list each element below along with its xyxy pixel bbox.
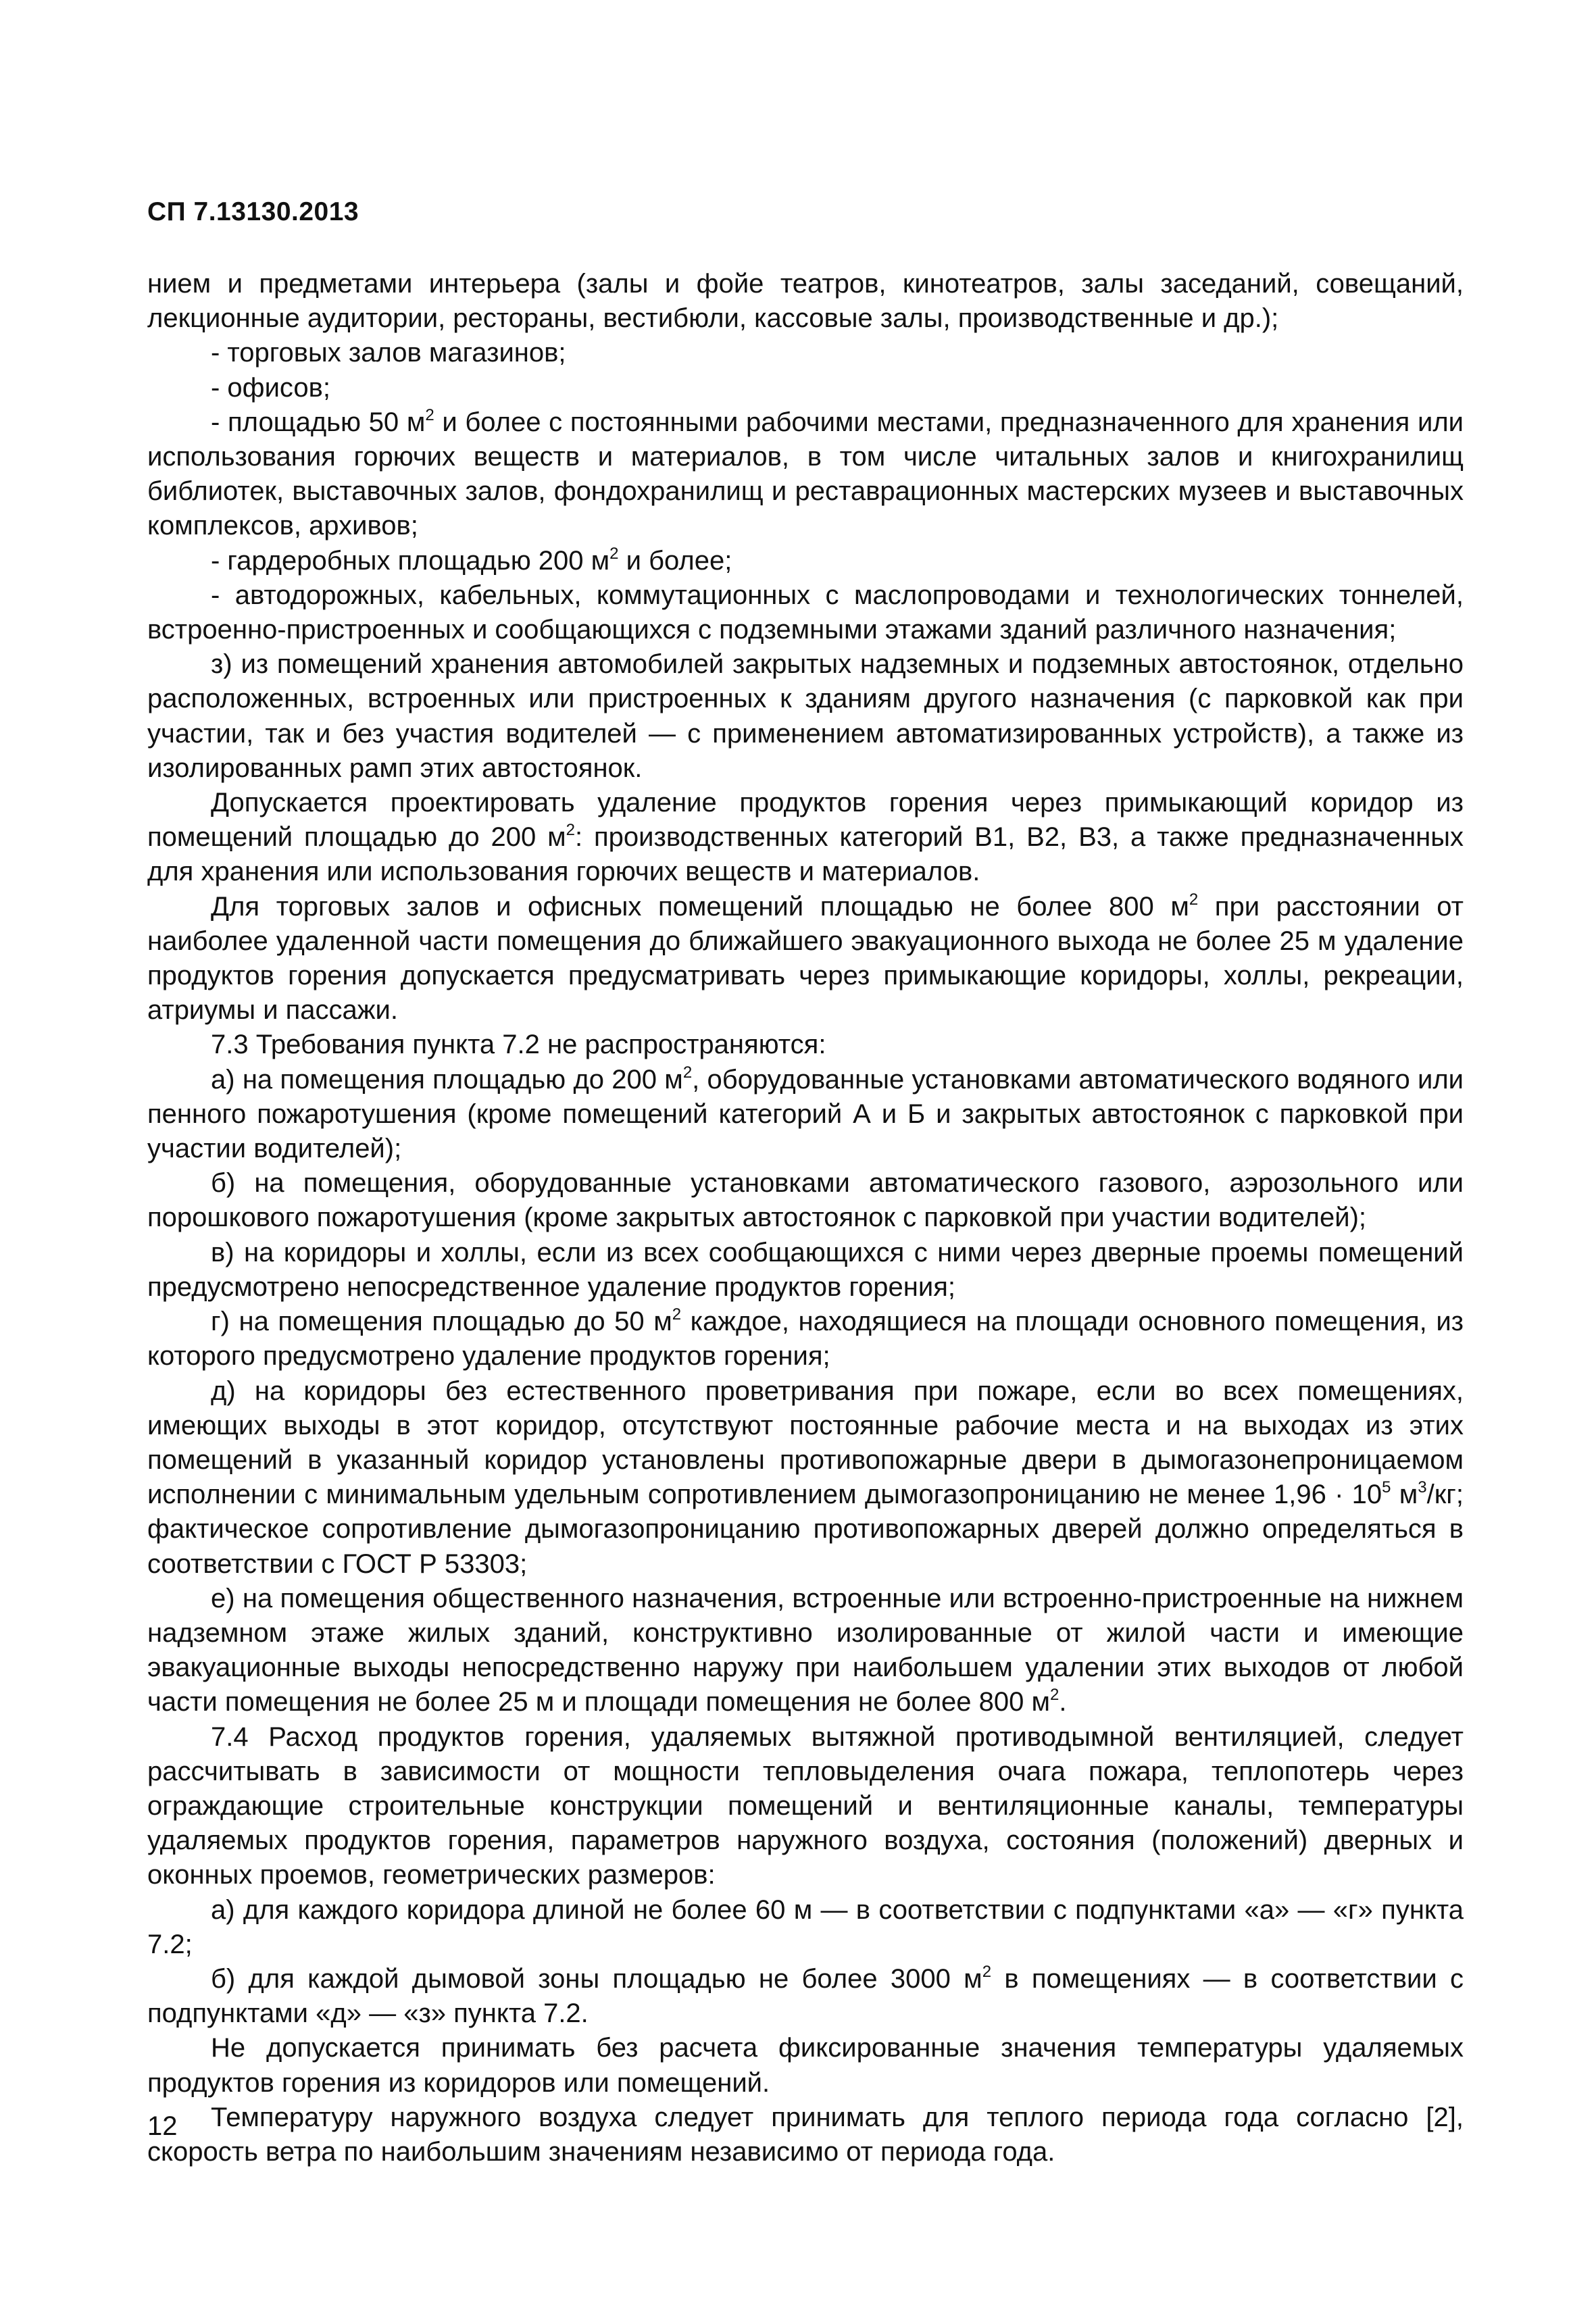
paragraph: - офисов; — [211, 372, 330, 403]
paragraph: а) для каждого коридора длиной не более 60 м — в соответствии с подпунктами «а» — «г» пункта 7.2; — [147, 1894, 1464, 1959]
paragraph: - площадью 50 $м^2$ и более с постоянными рабочими местами, предназначенного для хранения или использования горючих веществ и материалов, в том числе читальных залов и книгохранилищ библиотек, выставочных залов, фондохранилищ и реставрационных мастерских музеев и выставочных комплексов, архивов; — [147, 405, 1464, 541]
paragraph: а) на помещения площадью до 200 $м^2$, оборудованные установками автоматического водяного или пенного пожаротушения (кроме помещений категорий А и Б и закрытых автостоянок с парковкой при участии водителей); — [147, 1063, 1464, 1164]
paragraph: нием и предметами интерьера (залы и фойе театров, кинотеатров, залы заседаний, совещаний, лекционные аудитории, рестораны, вестибюли, кассовые залы, производственные и др.); — [147, 269, 1464, 334]
paragraph: в) на коридоры и холлы, если из всех сообщающихся с ними через дверные проемы помещений предусмотрено непосредственное удаление продуктов горения; — [147, 1237, 1464, 1302]
document-code: СП 7.13130.2013 — [147, 197, 359, 226]
page-number: 12 — [147, 2111, 178, 2141]
document-body — [147, 267, 1464, 2169]
paragraph: - автодорожных, кабельных, коммутационных с маслопроводами и технологических тоннелей, встроенно-пристроенных и сообщающихся с подземными этажами зданий различного назначения; — [147, 580, 1464, 645]
paragraph: - торговых залов магазинов; — [211, 338, 566, 368]
paragraph: е) на помещения общественного назначения, встроенные или встроенно-пристроенные на нижнем надземном этаже жилых зданий, конструктивно изолированные от жилой части и имеющие эвакуационные выходы непосредственно наружу при наибольшем удалении этих выходов от любой части помещения не более 25 м и площади помещения не более 800 $м^2$. — [147, 1583, 1464, 1717]
paragraph: Для торговых залов и офисных помещений площадью не более 800 $м^2$ при расстоянии от наиболее удаленной части помещения до ближайшего эвакуационного выхода не более 25 м удаление продуктов горения допускается предусматривать через примыкающие коридоры, холлы, рекреации, атриумы и пассажи. — [147, 890, 1464, 1026]
paragraph: Температуру наружного воздуха следует принимать для теплого периода года согласно [2], скорость ветра по наибольшим значениям независимо от периода года. — [147, 2102, 1464, 2167]
paragraph: б) на помещения, оборудованные установками автоматического газового, аэрозольного или порошкового пожаротушения (кроме закрытых автостоянок с парковкой при участии водителей); — [147, 1168, 1464, 1233]
paragraph: з) из помещений хранения автомобилей закрытых надземных и подземных автостоянок, отдельно расположенных, встроенных или пристроенных к зданиям другого назначения (с парковкой как при участии, так и без участия водителей — с применением автоматизированных устройств), а также из изолированных рамп этих автостоянок. — [147, 649, 1464, 783]
paragraph: д) на коридоры без естественного проветривания при пожаре, если во всех помещениях, имеющих выходы в этот коридор, отсутствуют постоянные рабочие места и на выходах из этих помещений в указанный коридор установлены противопожарные двери в дымогазонепроницаемом исполнении с минимальным удельным сопротивлением дымогазопроницанию не менее $1,96 \cdot 10^5$ $м^3/кг$; фактическое сопротивление дымогазопроницанию противопожарных дверей должно определяться в соответствии с ГОСТ Р 53303; — [147, 1376, 1464, 1579]
paragraph: г) на помещения площадью до 50 $м^2$ каждое, находящиеся на площади основного помещения, из которого предусмотрено удаление продуктов горения; — [147, 1305, 1464, 1372]
paragraph: б) для каждой дымовой зоны площадью не более 3000 $м^2$ в помещениях — в соответствии с подпунктами «д» — «з» пункта 7.2. — [147, 1962, 1464, 2029]
paragraph: Не допускается принимать без расчета фиксированные значения температуры удаляемых продуктов горения из коридоров или помещений. — [147, 2033, 1464, 2098]
paragraph: 7.4 Расход продуктов горения, удаляемых вытяжной противодымной вентиляцией, следует рассчитывать в зависимости от мощности тепловыделения очага пожара, теплопотерь через ограждающие строительные конструкции помещений и вентиляционные каналы, температуры удаляемых продуктов горения, параметров наружного воздуха, состояния (положений) дверных и оконных проемов, геометрических размеров: — [147, 1721, 1464, 1890]
paragraph: 7.3 Требования пункта 7.2 не распространяются: — [211, 1030, 826, 1060]
paragraph: Допускается проектировать удаление продуктов горения через примыкающий коридор из помещений площадью до 200 $м^2$: производственных категорий В1, В2, В3, а также предназначенных для хранения или использования горючих веществ и материалов. — [147, 788, 1464, 887]
paragraph: - гардеробных площадью 200 $м^2$ и более; — [211, 544, 732, 576]
